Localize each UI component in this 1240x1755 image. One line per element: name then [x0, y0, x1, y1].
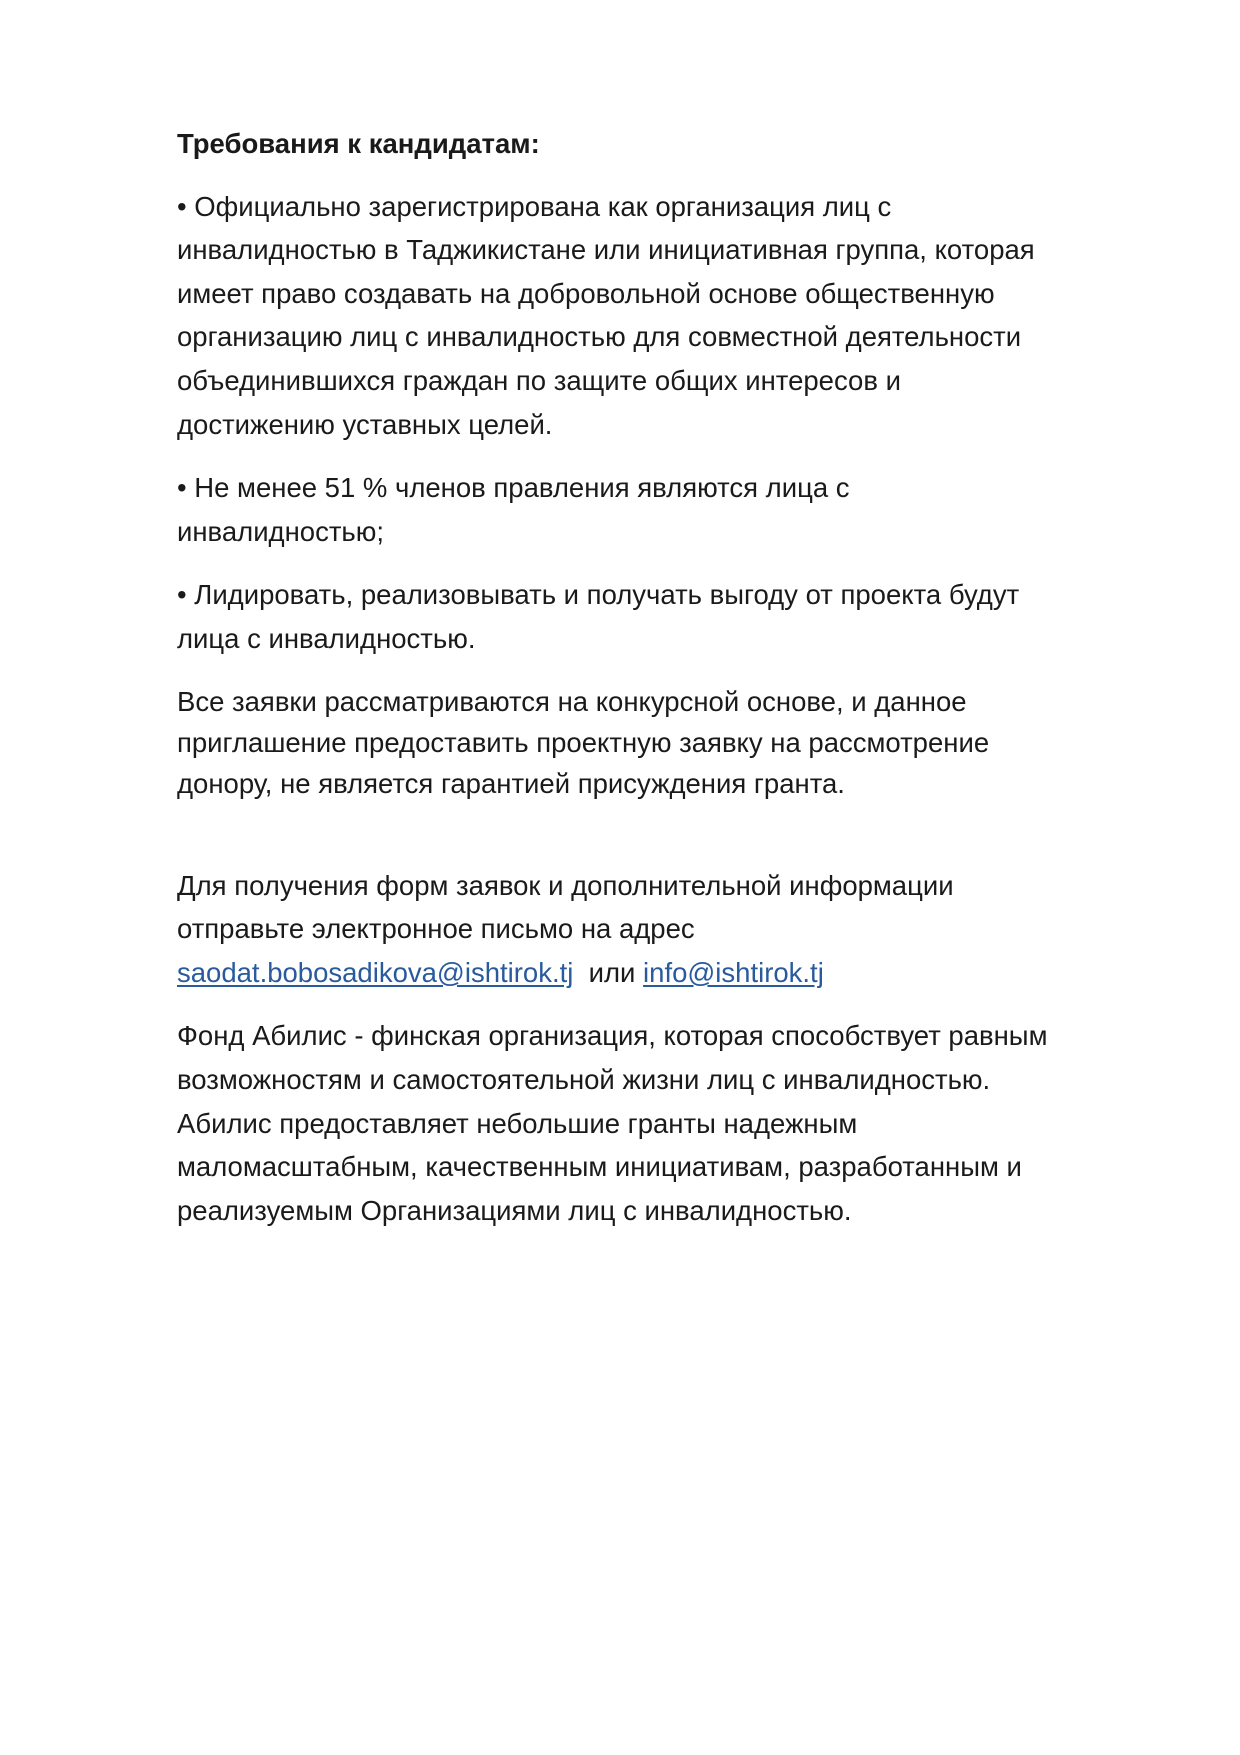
text-line: отправьте электронное письмо на адрес — [177, 913, 695, 945]
text-line: • Официально зарегистрирована как организация лиц с — [177, 190, 892, 222]
requirement-leadership — [177, 573, 1157, 660]
about-abilis-paragraph — [177, 1014, 1157, 1232]
text-line: Для получения форм заявок и дополнительной информации — [177, 869, 954, 901]
document-page — [177, 122, 1157, 1252]
email-line — [177, 951, 1157, 995]
text-line: организацию лиц с инвалидностью для совместной деятельности — [177, 321, 1022, 353]
text-line: реализуемым Организациями лиц с инвалидностью. — [177, 1194, 852, 1226]
text-line: приглашение предоставить проектную заявку на рассмотрение — [177, 726, 990, 758]
text-line: маломасштабным, качественным инициативам, разработанным и — [177, 1151, 1022, 1183]
text-line: Абилис предоставляет небольшие гранты надежным — [177, 1107, 858, 1139]
contact-paragraph — [177, 864, 1157, 995]
text-line: имеет право создавать на добровольной основе общественную — [177, 277, 995, 309]
email-link-saodat[interactable]: saodat.bobosadikova@ishtirok.tj — [177, 956, 574, 988]
text-line: лица с инвалидностью. — [177, 622, 476, 654]
text-line: объединившихся граждан по защите общих интересов и — [177, 364, 901, 396]
requirements-heading: Требования к кандидатам: — [177, 128, 540, 159]
text-line: инвалидностью в Таджикистане или инициативная группа, которая — [177, 234, 1035, 266]
text-line: достижению уставных целей. — [177, 408, 553, 440]
or-text: или — [588, 956, 636, 988]
requirement-registration — [177, 185, 1157, 447]
spacer — [177, 824, 1157, 864]
text-line: Фонд Абилис - финская организация, которая способствует равным — [177, 1020, 1048, 1052]
email-link-info[interactable]: info@ishtirok.tj — [643, 956, 824, 988]
text-line: возможностям и самостоятельной жизни лиц с инвалидностью. — [177, 1063, 991, 1095]
text-line: донору, не является гарантией присуждения гранта. — [177, 767, 845, 799]
competition-paragraph — [177, 681, 1157, 804]
text-line: инвалидностью; — [177, 515, 385, 547]
text-line: Все заявки рассматриваются на конкурсной основе, и данное — [177, 685, 967, 717]
text-line: • Не менее 51 % членов правления являются лица с — [177, 472, 850, 504]
requirement-board-members — [177, 466, 1157, 553]
text-line: • Лидировать, реализовывать и получать выгоду от проекта будут — [177, 579, 1020, 611]
